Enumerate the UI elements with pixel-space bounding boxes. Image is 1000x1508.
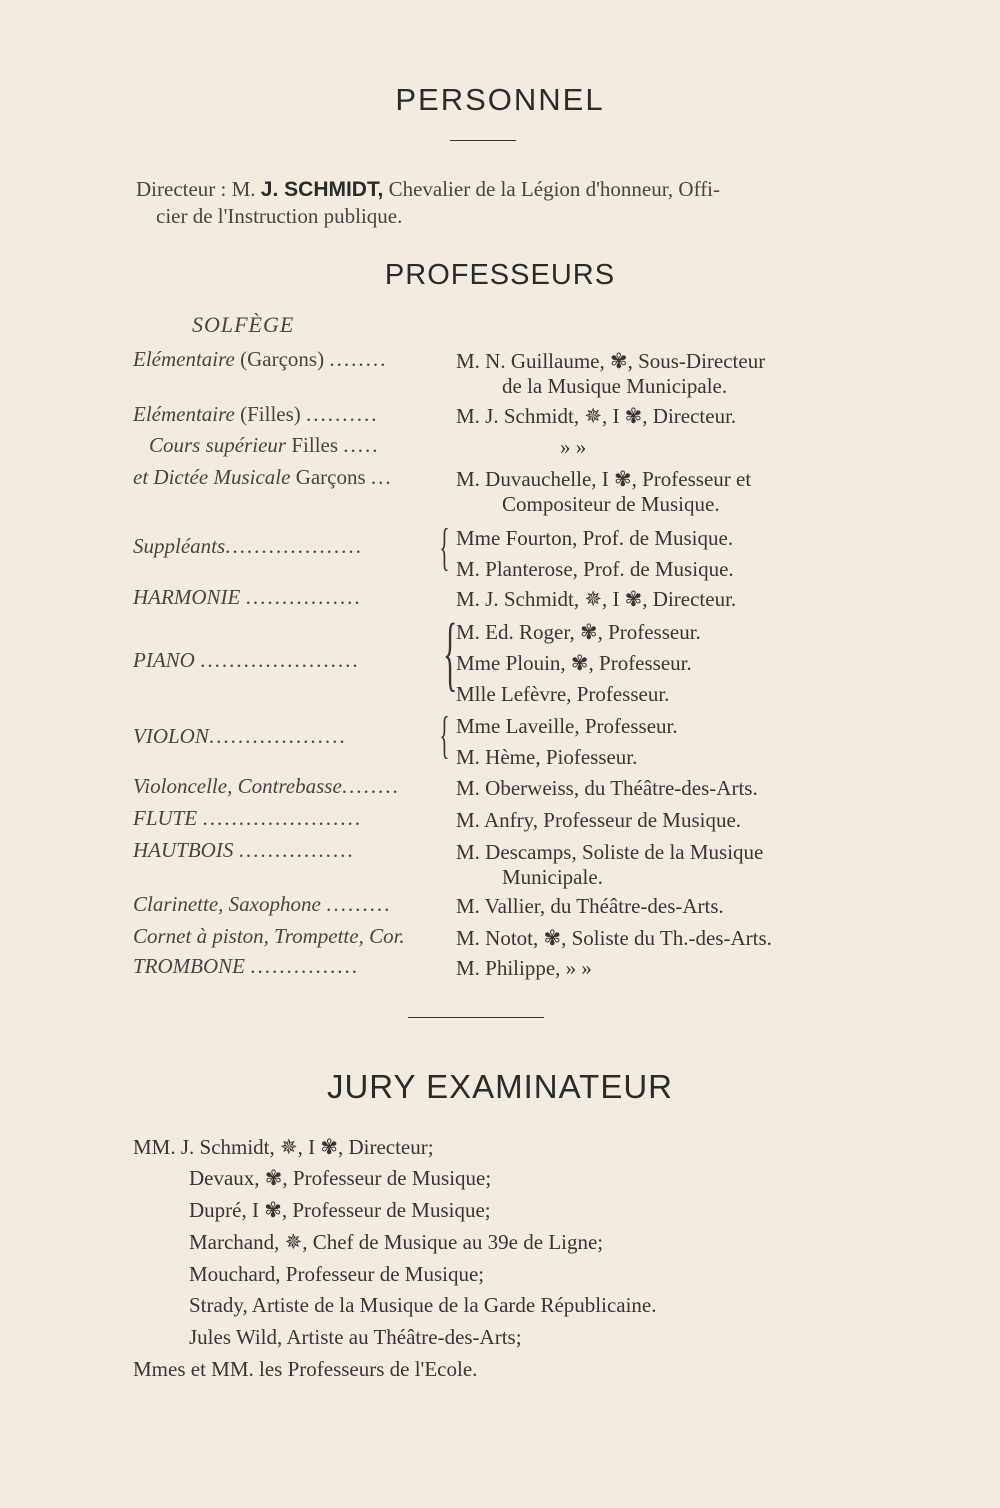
jury-member: Jules Wild, Artiste au Théâtre-des-Arts; bbox=[189, 1325, 522, 1349]
director-name: J. SCHMIDT, bbox=[260, 178, 384, 201]
solfege-heading: SOLFÈGE bbox=[192, 312, 295, 337]
director-line-1 bbox=[136, 176, 836, 203]
jury-member: Mmes et MM. les Professeurs de l'Ecole. bbox=[133, 1357, 478, 1381]
brace-icon: { bbox=[439, 519, 450, 576]
instrument-label: Cornet à piston, Trompette, Cor. bbox=[133, 924, 405, 948]
instrument-label: TROMBONE ............... bbox=[133, 954, 359, 978]
instrument-teacher: M. Anfry, Professeur de Musique. bbox=[456, 808, 742, 832]
instrument-label: Violoncelle, Contrebasse........ bbox=[133, 774, 400, 798]
instrument-label: HAUTBOIS ................ bbox=[133, 838, 355, 862]
director-line-2: cier de l'Instruction publique. bbox=[156, 204, 403, 228]
harmonie-label: HARMONIE ................ bbox=[133, 585, 362, 609]
instrument-teacher: M. Oberweiss, du Théâtre-des-Arts. bbox=[456, 776, 758, 800]
harmonie-teacher: M. J. Schmidt, ✵, I ✾, Directeur. bbox=[456, 587, 737, 611]
brace-icon: { bbox=[439, 707, 450, 764]
suppleants-teachers: Mme Fourton, Prof. de Musique. M. Planterose, Prof. de Musique. bbox=[456, 526, 734, 581]
page-title: PERSONNEL bbox=[395, 82, 605, 117]
jury-member: Devaux, ✾, Professeur de Musique; bbox=[189, 1166, 492, 1190]
instrument-teacher: M. Philippe, » » bbox=[456, 956, 592, 980]
solfege-row-label: Elémentaire (Garçons) ........ bbox=[133, 347, 388, 371]
brace-icon: { bbox=[443, 607, 458, 700]
piano-teachers: M. Ed. Roger, ✾, Professeur. Mme Plouin, ✾, Professeur. Mlle Lefèvre, Professeur. bbox=[456, 620, 701, 706]
jury-member: MM. J. Schmidt, ✵, I ✾, Directeur; bbox=[133, 1135, 434, 1159]
instrument-label: Clarinette, Saxophone ......... bbox=[133, 892, 392, 916]
violon-teachers: Mme Laveille, Professeur. M. Hème, Piofesseur. bbox=[456, 714, 678, 769]
director-paragraph bbox=[136, 176, 836, 229]
solfege-row-teacher: M. N. Guillaume, ✾, Sous-Directeur de la Musique Municipale. bbox=[456, 349, 766, 398]
jury-member: Marchand, ✵, Chef de Musique au 39e de Ligne; bbox=[189, 1230, 604, 1254]
instrument-teacher: M. Descamps, Soliste de la Musique Municipale. bbox=[456, 840, 764, 889]
solfege-row-label: Elémentaire (Filles) .......... bbox=[133, 402, 379, 426]
title-divider bbox=[450, 140, 516, 141]
piano-label: PIANO ...................... bbox=[133, 648, 360, 672]
solfege-row-label: Cours supérieur Filles ..... bbox=[149, 433, 380, 457]
jury-member: Mouchard, Professeur de Musique; bbox=[189, 1262, 485, 1286]
director-title: Chevalier de la Légion d'honneur, Offi- bbox=[388, 177, 721, 201]
instrument-teacher: M. Vallier, du Théâtre-des-Arts. bbox=[456, 894, 724, 918]
instrument-label: FLUTE ...................... bbox=[133, 806, 362, 830]
solfege-row-label: et Dictée Musicale Garçons ... bbox=[133, 465, 393, 489]
solfege-row-teacher: » » bbox=[560, 435, 587, 459]
instrument-teacher: M. Notot, ✾, Soliste du Th.-des-Arts. bbox=[456, 926, 772, 950]
section-divider bbox=[408, 1017, 544, 1018]
professeurs-heading: PROFESSEURS bbox=[384, 259, 616, 291]
jury-heading: JURY EXAMINATEUR bbox=[326, 1068, 674, 1105]
jury-member: Dupré, I ✾, Professeur de Musique; bbox=[189, 1198, 491, 1222]
solfege-row-teacher: M. J. Schmidt, ✵, I ✾, Directeur. bbox=[456, 404, 737, 428]
jury-member: Strady, Artiste de la Musique de la Garde Républicaine. bbox=[189, 1293, 657, 1317]
suppleants-label: Suppléants................... bbox=[133, 534, 363, 558]
solfege-row-teacher: M. Duvauchelle, I ✾, Professeur et Compositeur de Musique. bbox=[456, 467, 752, 516]
director-prefix: Directeur : M. bbox=[136, 177, 256, 201]
violon-label: VIOLON................... bbox=[133, 724, 347, 748]
